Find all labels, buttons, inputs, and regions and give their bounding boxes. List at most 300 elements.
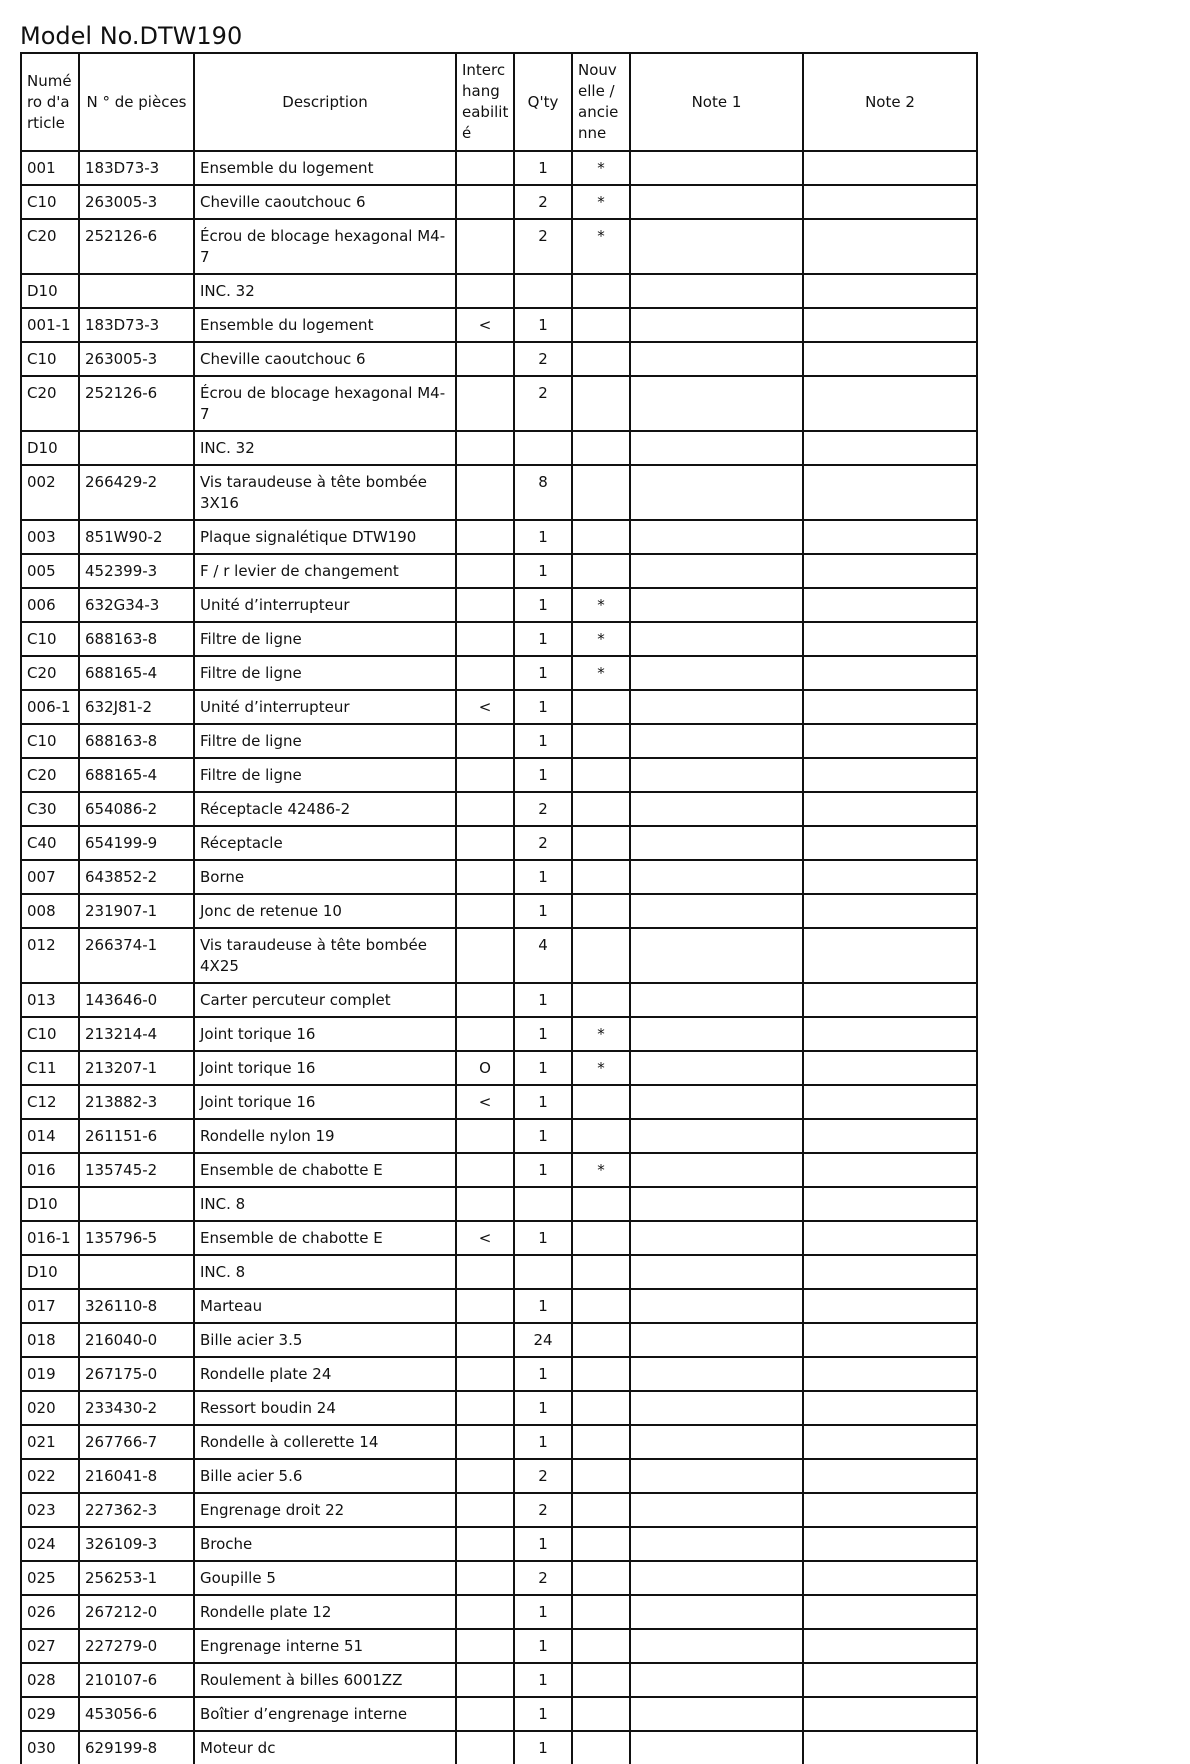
table-row: [21, 1425, 977, 1459]
cell-qty: 24: [514, 1323, 572, 1357]
table-row: [21, 1459, 977, 1493]
cell-note-1: [630, 1119, 803, 1153]
cell-description: Joint torique 16: [194, 1085, 456, 1119]
cell-qty: 1: [514, 656, 572, 690]
cell-new-old: [572, 826, 630, 860]
table-row: [21, 1323, 977, 1357]
cell-note-1: [630, 1153, 803, 1187]
cell-description: INC. 32: [194, 274, 456, 308]
cell-interchangeability: [456, 928, 514, 983]
cell-note-2: [803, 1323, 977, 1357]
cell-item-no: D10: [21, 1255, 79, 1289]
cell-note-1: [630, 724, 803, 758]
cell-interchangeability: [456, 1187, 514, 1221]
cell-note-1: [630, 376, 803, 431]
cell-description: Goupille 5: [194, 1561, 456, 1595]
cell-part-no: 213882-3: [79, 1085, 194, 1119]
cell-interchangeability: [456, 1255, 514, 1289]
cell-item-no: D10: [21, 274, 79, 308]
cell-new-old: [572, 1425, 630, 1459]
cell-note-2: [803, 1357, 977, 1391]
cell-new-old: [572, 1085, 630, 1119]
cell-note-2: [803, 588, 977, 622]
page-title: Model No.DTW190: [20, 22, 243, 50]
cell-new-old: [572, 758, 630, 792]
cell-qty: 1: [514, 1629, 572, 1663]
cell-qty: 2: [514, 376, 572, 431]
cell-note-1: [630, 928, 803, 983]
cell-qty: 1: [514, 860, 572, 894]
cell-note-2: [803, 342, 977, 376]
cell-interchangeability: [456, 1323, 514, 1357]
cell-new-old: [572, 1391, 630, 1425]
cell-qty: 2: [514, 1561, 572, 1595]
cell-note-2: [803, 826, 977, 860]
cell-description: Cheville caoutchouc 6: [194, 185, 456, 219]
cell-new-old: [572, 376, 630, 431]
cell-note-2: [803, 928, 977, 983]
cell-new-old: [572, 554, 630, 588]
cell-part-no: 643852-2: [79, 860, 194, 894]
table-row: [21, 1119, 977, 1153]
cell-note-1: [630, 465, 803, 520]
cell-note-2: [803, 1085, 977, 1119]
cell-item-no: C10: [21, 1017, 79, 1051]
cell-item-no: 023: [21, 1493, 79, 1527]
cell-interchangeability: [456, 1391, 514, 1425]
cell-qty: 1: [514, 758, 572, 792]
table-row: [21, 1697, 977, 1731]
cell-description: Ressort boudin 24: [194, 1391, 456, 1425]
cell-item-no: C10: [21, 724, 79, 758]
cell-description: Marteau: [194, 1289, 456, 1323]
cell-qty: 1: [514, 1221, 572, 1255]
cell-note-1: [630, 274, 803, 308]
cell-item-no: 008: [21, 894, 79, 928]
cell-qty: 1: [514, 894, 572, 928]
cell-description: Réceptacle: [194, 826, 456, 860]
cell-interchangeability: [456, 520, 514, 554]
cell-description: Roulement à billes 6001ZZ: [194, 1663, 456, 1697]
cell-qty: 1: [514, 588, 572, 622]
cell-interchangeability: [456, 656, 514, 690]
cell-note-2: [803, 1119, 977, 1153]
cell-new-old: *: [572, 1017, 630, 1051]
cell-part-no: 851W90-2: [79, 520, 194, 554]
cell-note-1: [630, 1255, 803, 1289]
cell-note-1: [630, 1391, 803, 1425]
cell-new-old: *: [572, 219, 630, 274]
table-header-row: [21, 53, 977, 151]
table-row: [21, 928, 977, 983]
cell-description: Cheville caoutchouc 6: [194, 342, 456, 376]
cell-qty: 1: [514, 151, 572, 185]
cell-part-no: 326110-8: [79, 1289, 194, 1323]
cell-description: Bille acier 5.6: [194, 1459, 456, 1493]
cell-note-2: [803, 554, 977, 588]
cell-note-2: [803, 1527, 977, 1561]
table-row: [21, 1493, 977, 1527]
cell-new-old: [572, 1527, 630, 1561]
cell-qty: 1: [514, 520, 572, 554]
column-header-interchangeability: Interc hang eabilit é: [456, 53, 514, 151]
cell-part-no: 233430-2: [79, 1391, 194, 1425]
table-row: [21, 826, 977, 860]
cell-description: Bille acier 3.5: [194, 1323, 456, 1357]
cell-part-no: 632G34-3: [79, 588, 194, 622]
cell-part-no: 267766-7: [79, 1425, 194, 1459]
cell-note-1: [630, 520, 803, 554]
cell-item-no: C30: [21, 792, 79, 826]
cell-note-2: [803, 1051, 977, 1085]
cell-qty: 1: [514, 724, 572, 758]
cell-new-old: [572, 1221, 630, 1255]
cell-note-1: [630, 1425, 803, 1459]
cell-interchangeability: [456, 1561, 514, 1595]
cell-description: Rondelle plate 24: [194, 1357, 456, 1391]
cell-interchangeability: [456, 1663, 514, 1697]
cell-item-no: C11: [21, 1051, 79, 1085]
cell-note-2: [803, 1629, 977, 1663]
cell-note-1: [630, 1527, 803, 1561]
cell-description: Ensemble du logement: [194, 308, 456, 342]
cell-interchangeability: [456, 1017, 514, 1051]
cell-qty: 2: [514, 826, 572, 860]
cell-note-2: [803, 656, 977, 690]
cell-description: F / r levier de changement: [194, 554, 456, 588]
cell-interchangeability: [456, 1425, 514, 1459]
cell-note-1: [630, 622, 803, 656]
cell-interchangeability: [456, 860, 514, 894]
cell-item-no: 027: [21, 1629, 79, 1663]
cell-qty: [514, 1187, 572, 1221]
table-row: [21, 622, 977, 656]
cell-note-2: [803, 622, 977, 656]
cell-new-old: [572, 724, 630, 758]
cell-note-2: [803, 219, 977, 274]
cell-new-old: [572, 1561, 630, 1595]
column-header-qty: Q'ty: [514, 53, 572, 151]
cell-interchangeability: [456, 1697, 514, 1731]
cell-item-no: 001-1: [21, 308, 79, 342]
table-row: [21, 1663, 977, 1697]
cell-qty: 1: [514, 1697, 572, 1731]
cell-item-no: C10: [21, 342, 79, 376]
cell-note-2: [803, 1425, 977, 1459]
cell-note-1: [630, 860, 803, 894]
cell-item-no: 029: [21, 1697, 79, 1731]
cell-description: Engrenage interne 51: [194, 1629, 456, 1663]
cell-item-no: 003: [21, 520, 79, 554]
cell-note-2: [803, 1663, 977, 1697]
cell-part-no: 263005-3: [79, 185, 194, 219]
cell-description: Joint torique 16: [194, 1051, 456, 1085]
cell-item-no: C40: [21, 826, 79, 860]
cell-note-1: [630, 1493, 803, 1527]
cell-item-no: 001: [21, 151, 79, 185]
column-header-description: Description: [194, 53, 456, 151]
table-row: [21, 274, 977, 308]
cell-qty: 1: [514, 308, 572, 342]
cell-note-1: [630, 690, 803, 724]
cell-interchangeability: [456, 1119, 514, 1153]
table-row: [21, 656, 977, 690]
cell-new-old: [572, 342, 630, 376]
cell-new-old: [572, 928, 630, 983]
cell-note-2: [803, 983, 977, 1017]
cell-item-no: 007: [21, 860, 79, 894]
cell-note-2: [803, 860, 977, 894]
cell-item-no: 006-1: [21, 690, 79, 724]
cell-interchangeability: O: [456, 1051, 514, 1085]
cell-description: Broche: [194, 1527, 456, 1561]
column-header-new-old: Nouv elle / ancie nne: [572, 53, 630, 151]
cell-part-no: 252126-6: [79, 219, 194, 274]
cell-note-2: [803, 308, 977, 342]
cell-item-no: 019: [21, 1357, 79, 1391]
table-row: [21, 376, 977, 431]
cell-note-1: [630, 1459, 803, 1493]
cell-part-no: 216040-0: [79, 1323, 194, 1357]
cell-interchangeability: [456, 465, 514, 520]
cell-part-no: 183D73-3: [79, 151, 194, 185]
cell-description: Ensemble de chabotte E: [194, 1153, 456, 1187]
cell-new-old: [572, 1323, 630, 1357]
cell-interchangeability: [456, 724, 514, 758]
cell-qty: 2: [514, 1493, 572, 1527]
cell-interchangeability: [456, 1595, 514, 1629]
cell-qty: 2: [514, 185, 572, 219]
table-row: [21, 758, 977, 792]
cell-description: Carter percuteur complet: [194, 983, 456, 1017]
cell-note-2: [803, 792, 977, 826]
cell-note-2: [803, 1697, 977, 1731]
cell-part-no: 263005-3: [79, 342, 194, 376]
cell-qty: 1: [514, 1051, 572, 1085]
cell-note-1: [630, 219, 803, 274]
cell-item-no: 018: [21, 1323, 79, 1357]
cell-qty: [514, 431, 572, 465]
cell-qty: 1: [514, 1425, 572, 1459]
table-row: [21, 1595, 977, 1629]
cell-item-no: 021: [21, 1425, 79, 1459]
cell-part-no: 256253-1: [79, 1561, 194, 1595]
cell-part-no: 143646-0: [79, 983, 194, 1017]
cell-item-no: C12: [21, 1085, 79, 1119]
table-row: [21, 894, 977, 928]
cell-note-1: [630, 588, 803, 622]
cell-interchangeability: [456, 219, 514, 274]
cell-new-old: *: [572, 588, 630, 622]
cell-item-no: 030: [21, 1731, 79, 1764]
cell-qty: 1: [514, 1289, 572, 1323]
cell-new-old: [572, 1289, 630, 1323]
cell-new-old: [572, 1187, 630, 1221]
cell-note-1: [630, 1323, 803, 1357]
cell-new-old: [572, 1119, 630, 1153]
cell-part-no: 266374-1: [79, 928, 194, 983]
cell-description: Vis taraudeuse à tête bombée 4X25: [194, 928, 456, 983]
cell-interchangeability: [456, 983, 514, 1017]
cell-note-1: [630, 1595, 803, 1629]
cell-item-no: 012: [21, 928, 79, 983]
cell-new-old: [572, 983, 630, 1017]
cell-qty: 2: [514, 219, 572, 274]
cell-new-old: [572, 690, 630, 724]
cell-interchangeability: [456, 758, 514, 792]
table-row: [21, 1629, 977, 1663]
cell-part-no: 216041-8: [79, 1459, 194, 1493]
cell-part-no: 266429-2: [79, 465, 194, 520]
cell-item-no: C20: [21, 376, 79, 431]
cell-description: Rondelle plate 12: [194, 1595, 456, 1629]
cell-note-1: [630, 185, 803, 219]
cell-note-1: [630, 1289, 803, 1323]
table-row: [21, 431, 977, 465]
cell-part-no: 654086-2: [79, 792, 194, 826]
parts-table: [20, 52, 978, 1764]
cell-qty: 1: [514, 1017, 572, 1051]
cell-note-2: [803, 1493, 977, 1527]
table-row: [21, 308, 977, 342]
column-header-item-no: Numé ro d'a rticle: [21, 53, 79, 151]
cell-part-no: 632J81-2: [79, 690, 194, 724]
cell-qty: 1: [514, 1119, 572, 1153]
cell-description: Boîtier d’engrenage interne: [194, 1697, 456, 1731]
table-row: [21, 860, 977, 894]
cell-note-1: [630, 1663, 803, 1697]
cell-interchangeability: [456, 185, 514, 219]
cell-qty: [514, 1255, 572, 1289]
cell-note-2: [803, 465, 977, 520]
cell-new-old: [572, 520, 630, 554]
cell-note-1: [630, 1017, 803, 1051]
cell-new-old: [572, 1493, 630, 1527]
table-row: [21, 1357, 977, 1391]
cell-new-old: [572, 308, 630, 342]
cell-part-no: 261151-6: [79, 1119, 194, 1153]
cell-part-no: 688165-4: [79, 758, 194, 792]
cell-part-no: 326109-3: [79, 1527, 194, 1561]
table-row: [21, 1527, 977, 1561]
table-row: [21, 465, 977, 520]
table-row: [21, 1289, 977, 1323]
cell-item-no: 020: [21, 1391, 79, 1425]
cell-part-no: [79, 1187, 194, 1221]
cell-interchangeability: [456, 1629, 514, 1663]
table-row: [21, 588, 977, 622]
cell-interchangeability: [456, 554, 514, 588]
cell-interchangeability: <: [456, 1085, 514, 1119]
cell-part-no: 135745-2: [79, 1153, 194, 1187]
cell-qty: 2: [514, 792, 572, 826]
cell-item-no: C20: [21, 758, 79, 792]
cell-item-no: 013: [21, 983, 79, 1017]
cell-description: Filtre de ligne: [194, 724, 456, 758]
cell-interchangeability: [456, 588, 514, 622]
cell-interchangeability: <: [456, 1221, 514, 1255]
cell-note-1: [630, 554, 803, 588]
cell-interchangeability: [456, 431, 514, 465]
cell-description: Engrenage droit 22: [194, 1493, 456, 1527]
cell-qty: 2: [514, 342, 572, 376]
cell-note-2: [803, 1153, 977, 1187]
cell-note-1: [630, 1731, 803, 1764]
table-row: [21, 690, 977, 724]
cell-interchangeability: [456, 1527, 514, 1561]
cell-item-no: D10: [21, 431, 79, 465]
cell-note-2: [803, 758, 977, 792]
cell-part-no: [79, 274, 194, 308]
cell-item-no: 017: [21, 1289, 79, 1323]
cell-qty: 1: [514, 554, 572, 588]
table-row: [21, 1391, 977, 1425]
cell-note-1: [630, 894, 803, 928]
cell-note-1: [630, 758, 803, 792]
cell-part-no: 213214-4: [79, 1017, 194, 1051]
table-row: [21, 1255, 977, 1289]
cell-qty: 1: [514, 1731, 572, 1764]
cell-note-1: [630, 656, 803, 690]
table-row: [21, 151, 977, 185]
cell-new-old: [572, 1459, 630, 1493]
cell-note-2: [803, 690, 977, 724]
cell-note-2: [803, 151, 977, 185]
cell-interchangeability: [456, 792, 514, 826]
cell-note-1: [630, 792, 803, 826]
cell-description: Joint torique 16: [194, 1017, 456, 1051]
cell-new-old: [572, 792, 630, 826]
cell-interchangeability: <: [456, 690, 514, 724]
cell-description: Borne: [194, 860, 456, 894]
cell-description: Réceptacle 42486-2: [194, 792, 456, 826]
column-header-note-1: Note 1: [630, 53, 803, 151]
cell-description: INC. 32: [194, 431, 456, 465]
cell-item-no: 014: [21, 1119, 79, 1153]
cell-interchangeability: [456, 376, 514, 431]
cell-description: Rondelle à collerette 14: [194, 1425, 456, 1459]
table-row: [21, 185, 977, 219]
cell-qty: 4: [514, 928, 572, 983]
cell-item-no: D10: [21, 1187, 79, 1221]
cell-new-old: [572, 1255, 630, 1289]
cell-description: INC. 8: [194, 1187, 456, 1221]
cell-new-old: [572, 1629, 630, 1663]
cell-part-no: 688163-8: [79, 724, 194, 758]
cell-item-no: 028: [21, 1663, 79, 1697]
cell-new-old: [572, 1697, 630, 1731]
cell-note-1: [630, 1051, 803, 1085]
cell-new-old: [572, 1595, 630, 1629]
cell-part-no: 183D73-3: [79, 308, 194, 342]
table-row: [21, 792, 977, 826]
table-row: [21, 554, 977, 588]
cell-item-no: 026: [21, 1595, 79, 1629]
cell-part-no: 688165-4: [79, 656, 194, 690]
cell-description: Jonc de retenue 10: [194, 894, 456, 928]
cell-note-2: [803, 1561, 977, 1595]
cell-new-old: [572, 1731, 630, 1764]
cell-note-2: [803, 1221, 977, 1255]
cell-item-no: 024: [21, 1527, 79, 1561]
cell-qty: 1: [514, 1391, 572, 1425]
cell-note-1: [630, 308, 803, 342]
cell-interchangeability: [456, 894, 514, 928]
cell-note-2: [803, 376, 977, 431]
cell-qty: 8: [514, 465, 572, 520]
cell-note-1: [630, 1221, 803, 1255]
cell-part-no: 688163-8: [79, 622, 194, 656]
